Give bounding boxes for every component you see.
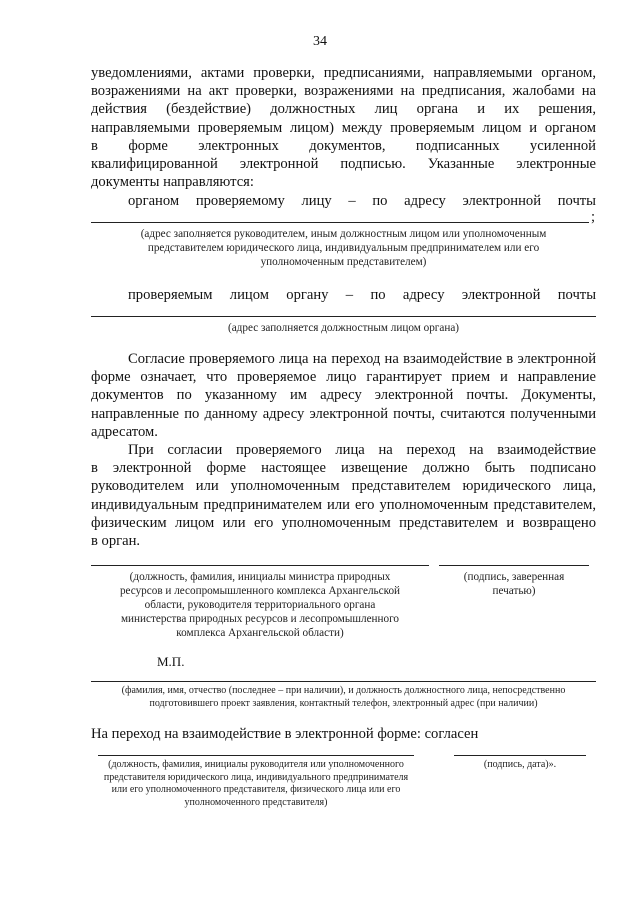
caption-line: печатью) xyxy=(492,585,536,597)
text-line: направленные по данному адресу электронной почты, считаются полученными xyxy=(91,405,596,422)
text-line: адресатом. xyxy=(91,423,158,440)
text-line: Согласие проверяемого лица на переход на взаимодействие в электронной xyxy=(128,351,596,367)
text-line: физическим лицом или его уполномоченным представителем и возвращено xyxy=(91,514,596,531)
to-organ-email-text: проверяемым лицом органу – по адресу электронной почты xyxy=(128,287,596,303)
text-line: индивидуальным предпринимателем или его уполномоченным представителем, xyxy=(91,496,596,513)
consent-statement: На переход на взаимодействие в электронной форме: согласен xyxy=(91,726,479,742)
text-line: в электронной форме настоящее извещение должно быть подписано xyxy=(91,460,596,477)
text-line: в орган. xyxy=(91,533,141,550)
caption-line: (адрес заполняется руководителем, иным должностным лицом или уполномоченным xyxy=(140,228,547,240)
text-line: руководителем или уполномоченным представителем юридического лица, xyxy=(91,478,596,495)
caption-line: (подпись, заверенная xyxy=(463,571,565,583)
text-line: возражениями на акт проверки, возражениями на предписания, жалобами на xyxy=(91,83,596,100)
paragraph-signing-requirement xyxy=(91,441,596,550)
caption-line: министерства природных ресурсов и лесопромышленного xyxy=(120,613,400,625)
paragraph-consent-meaning xyxy=(91,350,596,441)
caption-minister xyxy=(91,570,429,640)
page-number: 34 xyxy=(313,34,327,49)
semicolon: ; xyxy=(591,209,596,225)
text-line: направляемыми проверяемым лицом) между проверяемым лицом и органом xyxy=(91,119,596,136)
text-line: квалифицированной электронной подписью. Указанные электронные xyxy=(91,156,596,173)
caption-line: уполномоченного представителя) xyxy=(184,796,328,808)
text-line: документов по указанному им адресу электронной почты. Документы, xyxy=(91,387,596,404)
caption-signature-date: (подпись, дата)». xyxy=(483,759,557,770)
caption-line: или его уполномоченного представителя, физического лица или его xyxy=(111,784,401,796)
caption-person-address xyxy=(91,227,596,269)
caption-preparer xyxy=(91,685,596,710)
text-line: уведомлениями, актами проверки, предписаниями, направляемыми органом, xyxy=(91,65,596,81)
person-email-fill-line[interactable] xyxy=(91,222,589,223)
text-line: в форме электронных документов, подписанных усиленной xyxy=(91,137,596,154)
minister-signature-fill-line[interactable] xyxy=(439,565,589,566)
text-line: форме означает, что проверяемое лицо гарантирует прием и направление xyxy=(91,369,596,386)
caption-line: уполномоченным представителем) xyxy=(260,256,427,268)
paragraph-document-exchange xyxy=(91,64,596,191)
caption-line: области, руководителя территориального органа xyxy=(144,599,376,611)
caption-line: ресурсов и лесопромышленного комплекса Архангельской xyxy=(119,585,401,597)
caption-line: (фамилия, имя, отчество (последнее – при наличии), и должность должностного лица, непосредственно xyxy=(121,685,566,696)
text-line: действия (бездействие) должностных лиц органа и их решения, xyxy=(91,101,596,118)
caption-line: представителем юридического лица, индивидуальным предпринимателем или его xyxy=(147,242,540,254)
organ-email-fill-line[interactable] xyxy=(91,316,596,317)
caption-organ-address: (адрес заполняется должностным лицом органа) xyxy=(227,322,460,334)
text-line: При согласии проверяемого лица на переход на взаимодействие xyxy=(128,442,596,458)
consenter-signature-fill-line[interactable] xyxy=(454,755,586,756)
seal-place-label: М.П. xyxy=(157,654,185,669)
caption-line: представителя юридического лица, индивидуального предпринимателя xyxy=(103,771,409,783)
minister-name-fill-line[interactable] xyxy=(91,565,429,566)
caption-consenter xyxy=(91,759,421,809)
caption-line: (должность, фамилия, инициалы руководителя или уполномоченного xyxy=(108,759,404,770)
caption-line: (должность, фамилия, инициалы министра природных xyxy=(129,571,391,583)
caption-line: комплекса Архангельской области) xyxy=(176,627,344,639)
text-line: документы направляются: xyxy=(91,174,254,191)
preparer-fill-line[interactable] xyxy=(91,681,596,682)
caption-signature-seal xyxy=(439,570,589,598)
caption-line: подготовившего проект заявления, контактный телефон, электронный адрес (при наличии) xyxy=(149,697,538,709)
to-person-email-text: органом проверяемому лицу – по адресу электронной почты xyxy=(128,193,596,209)
consenter-name-fill-line[interactable] xyxy=(98,755,414,756)
